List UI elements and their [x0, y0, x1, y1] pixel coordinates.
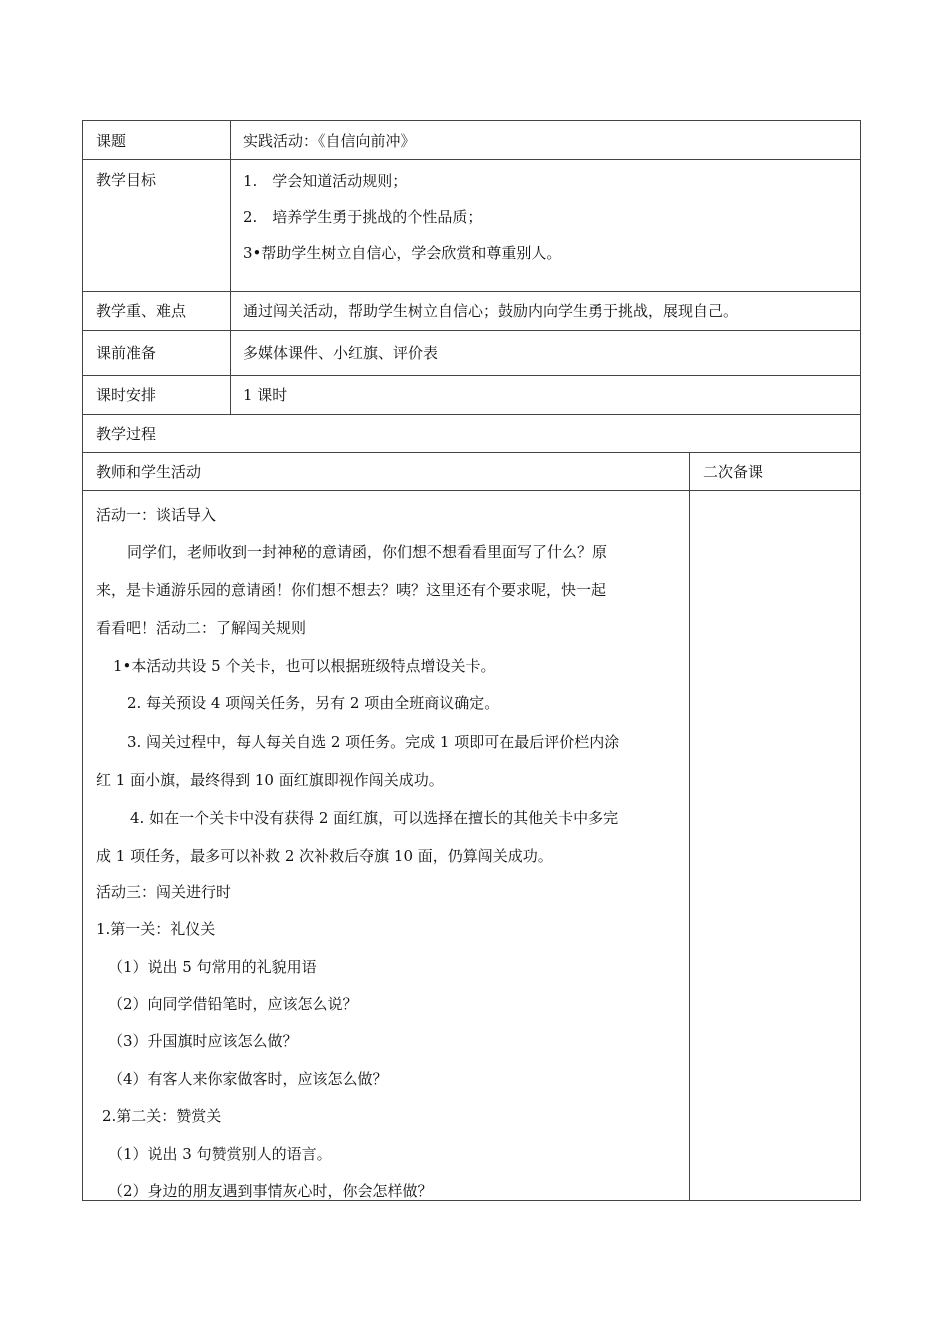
schedule-value: 1 课时 — [243, 386, 288, 404]
body-line: （4）有客人来你家做客时，应该怎么做？ — [108, 1070, 388, 1088]
goal-item: 3•帮助学生树立自信心，学会欣赏和尊重别人。 — [243, 244, 562, 262]
level-heading: 2.第二关：赞赏关 — [102, 1107, 222, 1125]
body-line: 来，是卡通游乐园的意请函！你们想不想去？咦？这里还有个要求呢，快一起 — [96, 581, 607, 599]
row-divider — [83, 414, 860, 415]
row-divider — [83, 375, 860, 376]
column-divider — [689, 452, 690, 1200]
activities-header-label: 教师和学生活动 — [96, 463, 202, 481]
schedule-label: 课时安排 — [96, 386, 157, 404]
goal-item: 2. 培养学生勇于挑战的个性品质； — [243, 208, 483, 226]
body-line: 1•本活动共设 5 个关卡，也可以根据班级特点增设关卡。 — [113, 657, 496, 675]
row-divider — [83, 330, 860, 331]
body-line: 看看吧！活动二：了解闯关规则 — [96, 619, 307, 637]
activity-heading: 活动一：谈话导入 — [96, 506, 217, 524]
body-line: （1）说出 5 句常用的礼貌用语 — [108, 958, 317, 976]
body-line: 成 1 项任务，最多可以补救 2 次补救后夺旗 10 面，仍算闯关成功。 — [96, 847, 553, 865]
process-label: 教学过程 — [96, 425, 157, 443]
prep-label: 课前准备 — [96, 344, 157, 362]
goal-item: 1. 学会知道活动规则； — [243, 172, 408, 190]
row-divider — [83, 490, 860, 491]
focus-value: 通过闯关活动，帮助学生树立自信心；鼓励内向学生勇于挑战，展现自己。 — [243, 302, 739, 320]
lesson-plan-table — [82, 120, 861, 1201]
body-line: （3）升国旗时应该怎么做？ — [108, 1032, 298, 1050]
row-divider — [83, 291, 860, 292]
body-line: （2）身边的朋友遇到事情灰心时，你会怎样做？ — [108, 1182, 433, 1200]
body-line: （2）向同学借铅笔时，应该怎么说？ — [108, 995, 358, 1013]
body-line: 红 1 面小旗，最终得到 10 面红旗即视作闯关成功。 — [96, 771, 444, 789]
topic-value: 实践活动：《自信向前冲》 — [243, 132, 416, 150]
body-line: 4. 如在一个关卡中没有获得 2 面红旗，可以选择在擅长的其他关卡中多完 — [130, 809, 619, 827]
goals-label: 教学目标 — [96, 171, 157, 189]
row-divider — [83, 452, 860, 453]
notes-header-label: 二次备课 — [703, 463, 764, 481]
prep-value: 多媒体课件、小红旗、评价表 — [243, 344, 439, 362]
focus-label: 教学重、难点 — [96, 302, 187, 320]
body-line: 同学们，老师收到一封神秘的意请函，你们想不想看看里面写了什么？原 — [127, 543, 608, 561]
row-divider — [83, 159, 860, 160]
body-line: 2. 每关预设 4 项闯关任务，另有 2 项由全班商议确定。 — [127, 694, 500, 712]
activity-heading: 活动三：闯关进行时 — [96, 883, 232, 901]
level-heading: 1.第一关：礼仪关 — [96, 920, 216, 938]
body-line: （1）说出 3 句赞赏别人的语言。 — [108, 1145, 332, 1163]
body-line: 3. 闯关过程中，每人每关自选 2 项任务。完成 1 项即可在最后评价栏内涂 — [127, 733, 620, 751]
topic-label: 课题 — [96, 132, 127, 150]
column-divider — [230, 121, 231, 414]
